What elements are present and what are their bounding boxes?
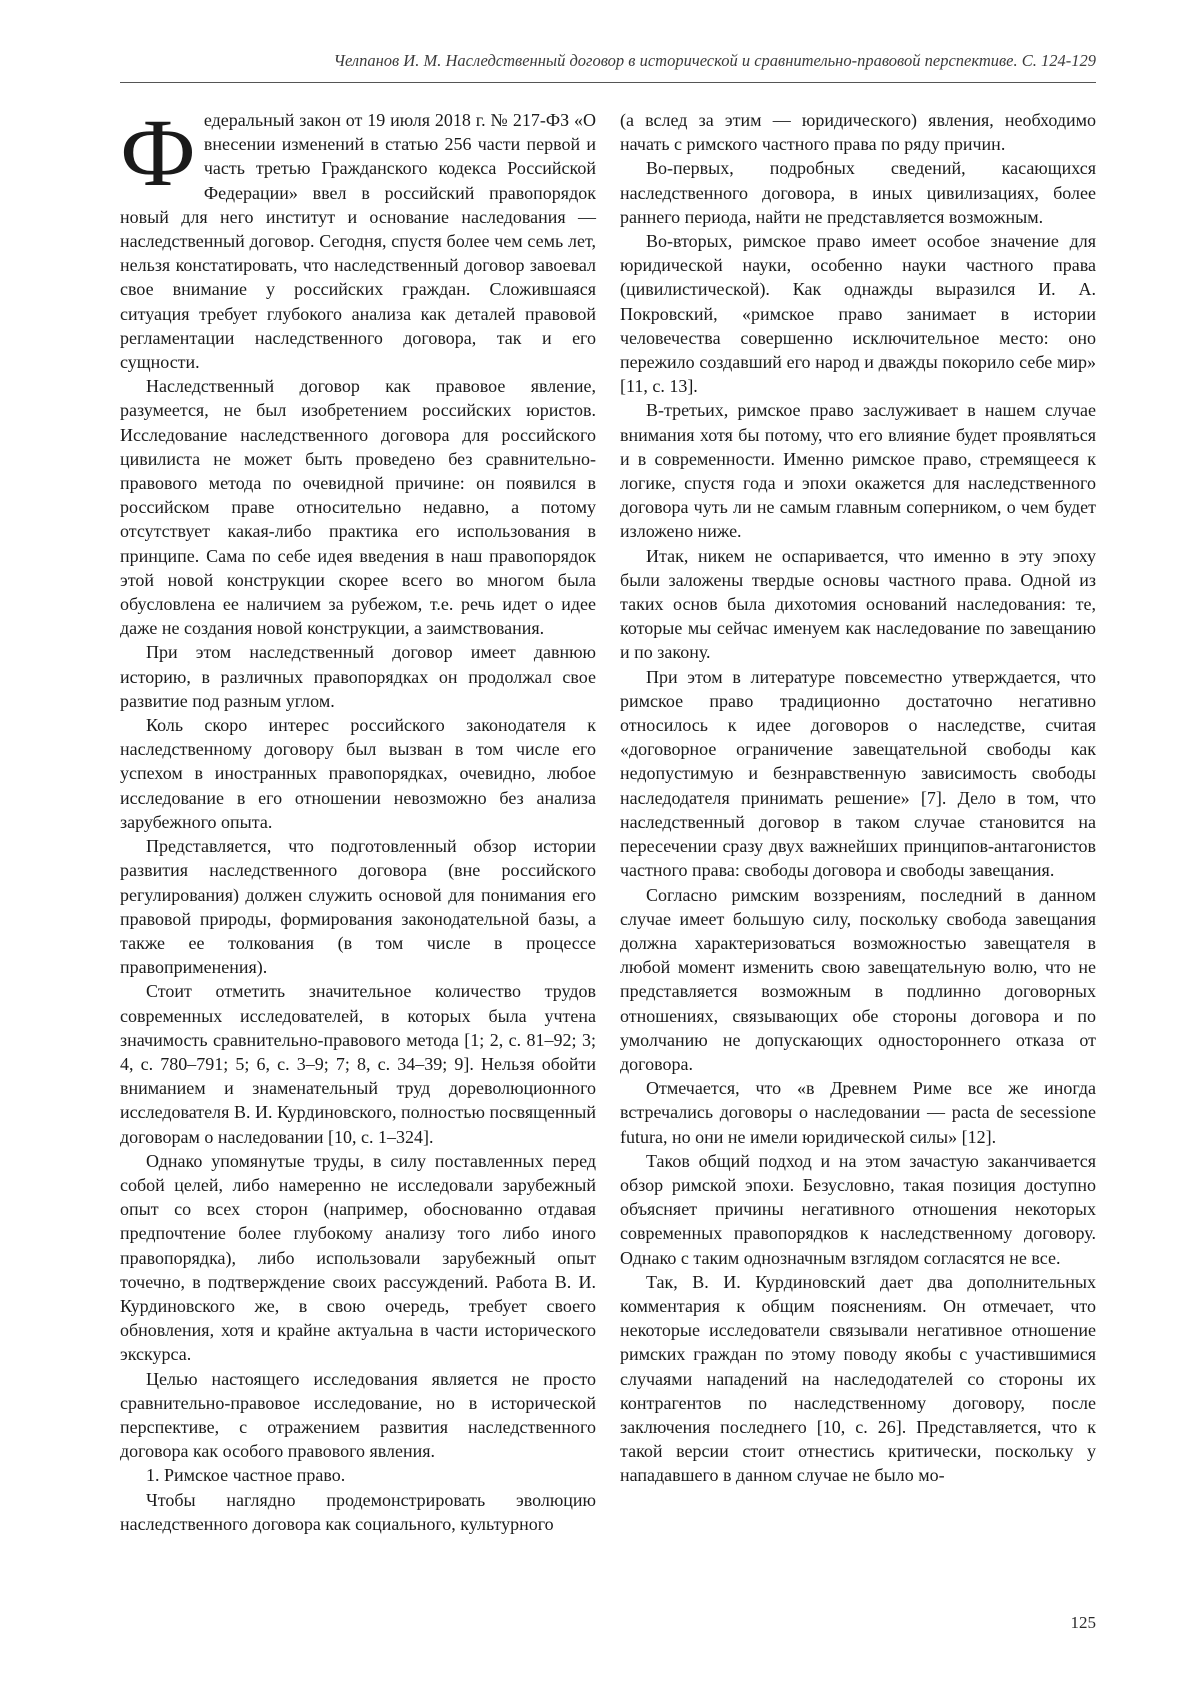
paragraph: Целью настоящего исследования является не просто сравнительно-правовое исследование, но в исторической перспективе, с отражением развития наследственного договора как особого правового явления. [120, 1367, 596, 1464]
paragraph: Во-первых, подробных сведений, касающихся наследственного договора, в иных цивилизациях, более раннего периода, найти не представляется возможным. [620, 156, 1096, 229]
header-divider [120, 82, 1096, 83]
paragraph: При этом в литературе повсеместно утверждается, что римское право традиционно достаточно негативно относилось к идее договоров о наследстве, считая «договорное ограничение завещательной свободы как недопустимую и безнравственную зависимость свободы наследодателя принимать решение» [7]. Дело в том, что наследственный договор в таком случае становится на пересечении сразу двух важнейших принципов-антагонистов частного права: свободы договора и свободы завещания. [620, 665, 1096, 883]
paragraph: Стоит отметить значительное количество трудов современных исследователей, в которых была учтена значимость сравнительно-правового метода [1; 2, с. 81–92; 3; 4, с. 780–791; 5; 6, с. 3–9; 7; 8, с. 34–39; 9]. Нельзя обойти вниманием и знаменательный труд дореволюционного исследователя В. И. Курдиновского, полностью посвященный договорам о наследовании [10, с. 1–324]. [120, 979, 596, 1148]
paragraph: В-третьих, римское право заслуживает в нашем случае внимания хотя бы потому, что его влияние будет проявляться и в современности. Именно римское право, стремящееся к логике, спустя года и эпохи окажется для наследственного договора чуть ли не самым главным соперником, о чем будет изложено ниже. [620, 398, 1096, 543]
running-header: Челпанов И. М. Наследственный договор в исторической и сравнительно-правовой перспективе. С. 124-129 [100, 50, 1096, 72]
paragraph: Наследственный договор как правовое явление, разумеется, не был изобретением российских юристов. Исследование наследственного договора для российского цивилиста не может быть проведено без сравнительно-правового метода по очевидной причине: он появился в российском праве относительно недавно, а потому отсутствует какая-либо практика его использования в принципе. Сама по себе идея введения в наш правопорядок этой новой конструкции скорее всего во многом была обусловлена ее наличием за рубежом, т.е. речь идет о идее даже не создания новой конструкции, а заимствования. [120, 374, 596, 640]
page-number: 125 [1000, 1612, 1096, 1634]
left-column [120, 108, 596, 1536]
paragraph: (а вслед за этим — юридического) явления, необходимо начать с римского частного права по ряду причин. [620, 108, 1096, 156]
paragraph-text: едеральный закон от 19 июля 2018 г. № 217-ФЗ «О внесении изменений в статью 256 части первой и часть третью Гражданского кодекса Российской Федерации» ввел в российский правопорядок новый для него институт и основание наследования — наследственный договор. Сегодня, спустя более чем семь лет, нельзя констатировать, что наследственный договор завоевал свое внимание у российских граждан. Сложившаяся ситуация требует глубокого анализа как деталей правовой регламентации наследственного договора, так и его сущности. [120, 110, 596, 372]
paragraph: Согласно римским воззрениям, последний в данном случае имеет большую силу, поскольку свобода завещания должна характеризоваться возможностью завещателя в любой момент изменить свою завещательную волю, что не представляется возможным в подлинно договорных отношениях, связывающих обе стороны договора и по умолчанию не допускающих одностороннего отказа от договора. [620, 883, 1096, 1077]
section-heading: 1. Римское частное право. [120, 1463, 596, 1487]
paragraph: Представляется, что подготовленный обзор истории развития наследственного договора (вне российского регулирования) должен служить основой для понимания его правовой природы, формирования законодательной базы, а также ее толкования (в том числе в процессе правоприменения). [120, 834, 596, 979]
right-column [620, 108, 1096, 1488]
paragraph: Однако упомянутые труды, в силу поставленных перед собой целей, либо намеренно не исследовали зарубежный опыт со всех сторон (например, обоснованно отдавая предпочтение более глубокому анализу того либо иного правопорядка), либо использовали зарубежный опыт точечно, в подтверждение своих рассуждений. Работа В. И. Курдиновского же, в свою очередь, требует своего обновления, хотя и крайне актуальна в части исторического экскурса. [120, 1149, 596, 1367]
paragraph: Так, В. И. Курдиновский дает два дополнительных комментария к общим пояснениям. Он отмечает, что некоторые исследователи связывали негативное отношение римских граждан по этому поводу якобы с участившимися случаями нападений на наследодателей со стороны их контрагентов по наследственному договору, после заключения последнего [10, с. 26]. Представляется, что к такой версии стоит отнестись критически, поскольку у нападавшего в данном случае не было мо- [620, 1270, 1096, 1488]
paragraph: Таков общий подход и на этом зачастую заканчивается обзор римской эпохи. Безусловно, такая позиция доступно объясняет причины негативного отношения некоторых современных правопорядков к наследственному договору. Однако с таким однозначным взглядом согласятся не все. [620, 1149, 1096, 1270]
paragraph: Во-вторых, римское право имеет особое значение для юридической науки, особенно науки частного права (цивилистической). Как однажды выразился И. А. Покровский, «римское право занимает в истории человечества совершенно исключительное место: оно пережило создавший его народ и дважды покорило себе мир» [11, с. 13]. [620, 229, 1096, 398]
paragraph: Отмечается, что «в Древнем Риме все же иногда встречались договоры о наследовании — pacta de secessione futura, но они не имели юридической силы» [12]. [620, 1076, 1096, 1149]
paragraph: При этом наследственный договор имеет давнюю историю, в различных правопорядках он продолжал свое развитие под разным углом. [120, 640, 596, 713]
paragraph: Итак, никем не оспаривается, что именно в эту эпоху были заложены твердые основы частного права. Одной из таких основ была дихотомия оснований наследования: те, которые мы сейчас именуем как наследование по завещанию и по закону. [620, 544, 1096, 665]
drop-cap: Ф [120, 114, 196, 192]
paragraph [120, 108, 596, 374]
paragraph: Коль скоро интерес российского законодателя к наследственному договору был вызван в том числе его успехом в иностранных правопорядках, очевидно, любое исследование в его отношении невозможно без анализа зарубежного опыта. [120, 713, 596, 834]
paragraph: Чтобы наглядно продемонстрировать эволюцию наследственного договора как социального, культурного [120, 1488, 596, 1536]
